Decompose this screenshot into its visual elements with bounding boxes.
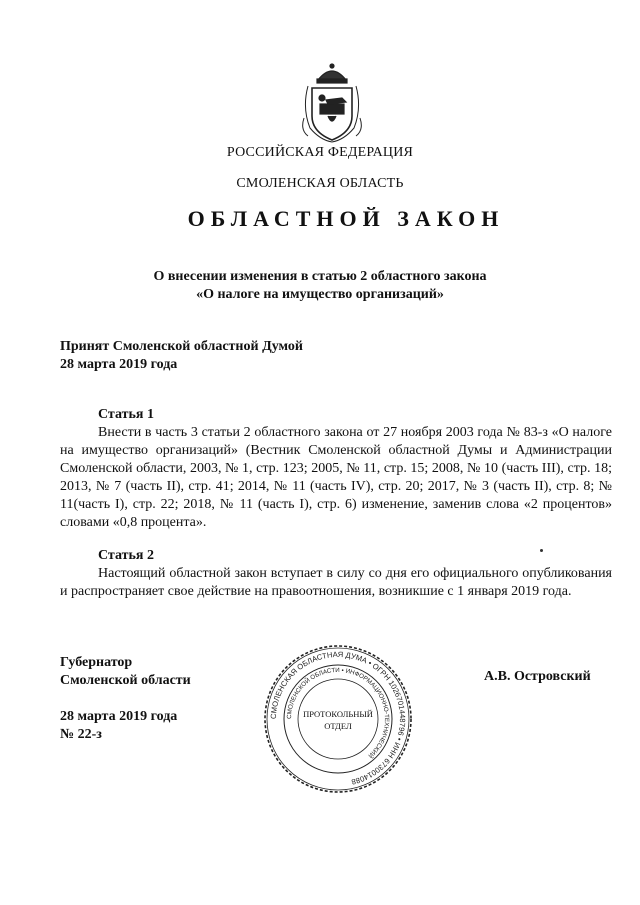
official-stamp xyxy=(262,643,414,795)
article-1-text: Внести в часть 3 статьи 2 областного закона от 27 ноября 2003 года № 83-з «О налоге на имущество организаций» (Вестник Смоленской областной Думы и Администрации Смоленской области, 2003, № 1, стр. 123; 2005, № 11, стр. 15; 2008, № 10 (часть III), стр. 18; 2013, № 7 (часть II), стр. 41; 2014, № 11 (часть IV), стр. 20; 2017, № 3 (часть II), стр. 8; № 11(часть I), стр. 22; 2018, № 11 (часть I), стр. 6) изменение, заменив слова «2 процентов» словами «0,8 процента». xyxy=(60,425,612,530)
article-2-heading: Статья 2 xyxy=(98,548,154,563)
stamp-inner-text: СМОЛЕНСКОЙ ОБЛАСТИ • ИНФОРМАЦИОННО-ТЕХНИЧЕСКИЙ xyxy=(285,666,391,760)
article-1-heading: Статья 1 xyxy=(98,407,154,422)
stamp-center-line-2: ОТДЕЛ xyxy=(324,721,352,731)
state-heading: РОССИЙСКАЯ ФЕДЕРАЦИЯ xyxy=(226,145,414,160)
signatory-region: Смоленской области xyxy=(60,673,191,688)
article-2 xyxy=(60,547,612,601)
subject-line-2: «О налоге на имущество организаций» xyxy=(196,287,444,302)
region-heading: СМОЛЕНСКАЯ ОБЛАСТЬ xyxy=(236,176,404,191)
subject-line-1: О внесении изменения в статью 2 областного закона xyxy=(153,269,487,284)
adoption-date: 28 марта 2019 года xyxy=(60,357,178,372)
stamp-outer-text: СМОЛЕНСКАЯ ОБЛАСТНАЯ ДУМА • ОГРН 1026701448796 • ИНН 6730014088 xyxy=(268,649,408,787)
adoption-body: Принят Смоленской областной Думой xyxy=(60,339,303,354)
signatory-position xyxy=(60,654,191,690)
article-1 xyxy=(60,406,612,532)
signing-date: 28 марта 2019 года xyxy=(60,709,178,724)
signing-details xyxy=(60,708,177,744)
signatory-title: Губернатор xyxy=(60,655,133,670)
smolensk-coat-of-arms-icon xyxy=(298,58,366,144)
law-subject xyxy=(0,268,640,304)
article-2-text: Настоящий областной закон вступает в силу со дня его официального опубликования и распространяет свое действие на правоотношения, возникшие с 1 января 2019 года. xyxy=(60,566,612,599)
law-number: № 22-з xyxy=(60,727,102,742)
stamp-center-line-1: ПРОТОКОЛЬНЫЙ xyxy=(303,709,373,719)
adoption-note xyxy=(60,338,303,374)
document-title: ОБЛАСТНОЙ ЗАКОН xyxy=(187,206,505,231)
signatory-name: А.В. Островский xyxy=(484,669,591,684)
